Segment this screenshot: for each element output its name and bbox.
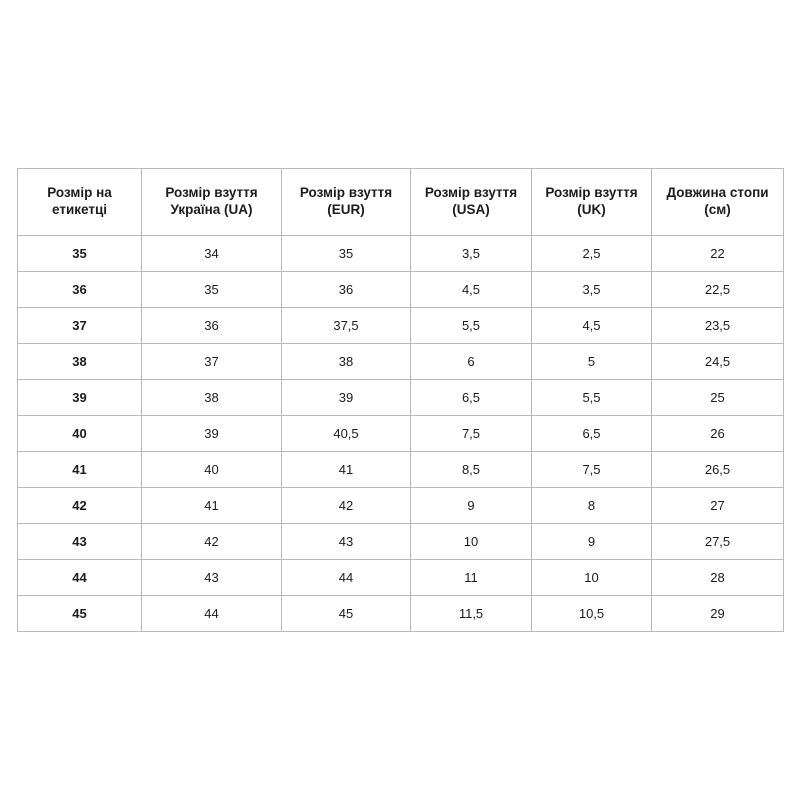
cell-foot-length: 26	[652, 416, 784, 452]
table-row	[18, 488, 784, 524]
cell-eur-size: 36	[282, 272, 411, 308]
column-header-usa-size: Розмір взуття (USA)	[411, 169, 532, 236]
table-header	[18, 169, 784, 236]
cell-label-size: 37	[18, 308, 142, 344]
cell-usa-size: 11,5	[411, 596, 532, 632]
cell-ua-size: 38	[142, 380, 282, 416]
cell-label-size: 42	[18, 488, 142, 524]
table-row	[18, 344, 784, 380]
cell-foot-length: 23,5	[652, 308, 784, 344]
cell-label-size: 36	[18, 272, 142, 308]
cell-uk-size: 3,5	[532, 272, 652, 308]
cell-usa-size: 10	[411, 524, 532, 560]
cell-foot-length: 25	[652, 380, 784, 416]
table-row	[18, 272, 784, 308]
cell-label-size: 44	[18, 560, 142, 596]
cell-uk-size: 7,5	[532, 452, 652, 488]
table-row	[18, 380, 784, 416]
cell-uk-size: 2,5	[532, 236, 652, 272]
cell-eur-size: 39	[282, 380, 411, 416]
table-row	[18, 236, 784, 272]
cell-ua-size: 37	[142, 344, 282, 380]
cell-ua-size: 36	[142, 308, 282, 344]
cell-usa-size: 4,5	[411, 272, 532, 308]
cell-label-size: 39	[18, 380, 142, 416]
cell-eur-size: 35	[282, 236, 411, 272]
cell-ua-size: 43	[142, 560, 282, 596]
cell-label-size: 45	[18, 596, 142, 632]
cell-label-size: 35	[18, 236, 142, 272]
cell-foot-length: 27	[652, 488, 784, 524]
cell-label-size: 43	[18, 524, 142, 560]
cell-foot-length: 24,5	[652, 344, 784, 380]
table-row	[18, 596, 784, 632]
cell-uk-size: 8	[532, 488, 652, 524]
column-header-uk-size: Розмір взуття (UK)	[532, 169, 652, 236]
table-row	[18, 452, 784, 488]
table-row	[18, 560, 784, 596]
cell-eur-size: 44	[282, 560, 411, 596]
cell-eur-size: 38	[282, 344, 411, 380]
cell-ua-size: 42	[142, 524, 282, 560]
cell-foot-length: 28	[652, 560, 784, 596]
cell-eur-size: 40,5	[282, 416, 411, 452]
cell-foot-length: 27,5	[652, 524, 784, 560]
cell-uk-size: 5	[532, 344, 652, 380]
cell-usa-size: 9	[411, 488, 532, 524]
cell-uk-size: 5,5	[532, 380, 652, 416]
cell-eur-size: 37,5	[282, 308, 411, 344]
cell-usa-size: 7,5	[411, 416, 532, 452]
column-header-label-size: Розмір на етикетці	[18, 169, 142, 236]
column-header-foot-length: Довжина стопи (см)	[652, 169, 784, 236]
cell-foot-length: 22	[652, 236, 784, 272]
cell-foot-length: 29	[652, 596, 784, 632]
table-header-row	[18, 169, 784, 236]
cell-usa-size: 11	[411, 560, 532, 596]
size-chart-container	[17, 168, 783, 632]
cell-label-size: 41	[18, 452, 142, 488]
cell-eur-size: 45	[282, 596, 411, 632]
cell-usa-size: 3,5	[411, 236, 532, 272]
cell-foot-length: 22,5	[652, 272, 784, 308]
cell-ua-size: 41	[142, 488, 282, 524]
cell-usa-size: 5,5	[411, 308, 532, 344]
cell-eur-size: 42	[282, 488, 411, 524]
cell-ua-size: 44	[142, 596, 282, 632]
cell-ua-size: 35	[142, 272, 282, 308]
cell-ua-size: 40	[142, 452, 282, 488]
cell-eur-size: 43	[282, 524, 411, 560]
cell-label-size: 40	[18, 416, 142, 452]
table-row	[18, 308, 784, 344]
cell-ua-size: 39	[142, 416, 282, 452]
cell-uk-size: 9	[532, 524, 652, 560]
cell-eur-size: 41	[282, 452, 411, 488]
cell-usa-size: 6,5	[411, 380, 532, 416]
cell-uk-size: 6,5	[532, 416, 652, 452]
table-row	[18, 416, 784, 452]
table-row	[18, 524, 784, 560]
cell-ua-size: 34	[142, 236, 282, 272]
cell-uk-size: 10	[532, 560, 652, 596]
column-header-eur-size: Розмір взуття (EUR)	[282, 169, 411, 236]
cell-uk-size: 4,5	[532, 308, 652, 344]
cell-uk-size: 10,5	[532, 596, 652, 632]
size-chart-table	[17, 168, 784, 632]
column-header-ua-size: Розмір взуття Україна (UA)	[142, 169, 282, 236]
cell-usa-size: 6	[411, 344, 532, 380]
cell-label-size: 38	[18, 344, 142, 380]
table-body	[18, 236, 784, 632]
cell-usa-size: 8,5	[411, 452, 532, 488]
cell-foot-length: 26,5	[652, 452, 784, 488]
